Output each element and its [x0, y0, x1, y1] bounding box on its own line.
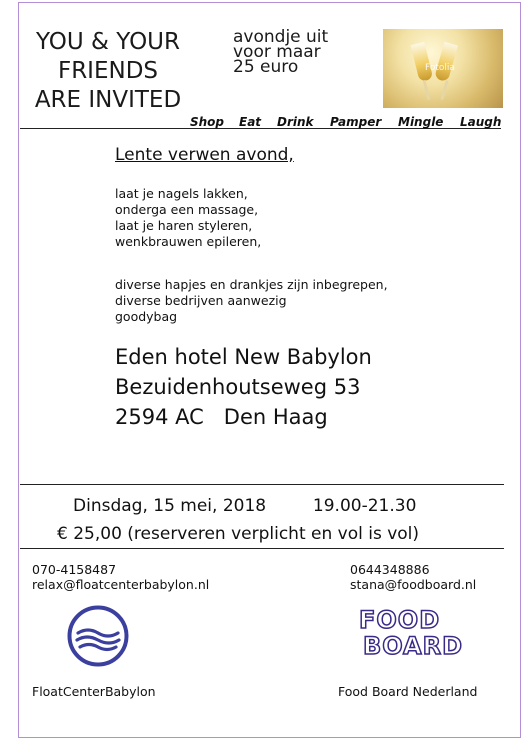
logo-text: FOOD [359, 606, 441, 634]
foodboard-logo [357, 608, 463, 658]
champagne-glass [411, 42, 434, 82]
extra-line: goodybag [115, 309, 178, 324]
activity-line: wenkbrauwen epileren, [115, 234, 262, 249]
image-watermark: Fotolia [425, 63, 455, 73]
venue-address [115, 342, 372, 432]
event-datetime [73, 496, 416, 516]
activity-line: onderga een massage, [115, 202, 259, 217]
phone-number: 0644348886 [350, 562, 430, 577]
glass-stem [423, 80, 431, 100]
title-line: FRIENDS [57, 58, 159, 84]
phone-number: 070-4158487 [32, 562, 117, 577]
email-address: stana@foodboard.nl [350, 577, 477, 592]
extra-line: diverse hapjes en drankjes zijn inbegrepen, [115, 277, 388, 292]
extra-line: diverse bedrijven aanwezig [115, 293, 287, 308]
event-price: € 25,00 (reserveren verplicht en vol is vol) [57, 524, 420, 544]
champagne-image [383, 29, 503, 108]
nav-item: Laugh [460, 115, 502, 129]
glass-stem [440, 80, 448, 100]
promo-line: voor maar [233, 42, 321, 62]
nav-item: Drink [277, 115, 314, 129]
address-line: 2594 AC Den Haag [115, 405, 328, 429]
title-line: YOU & YOUR [36, 29, 180, 55]
nav-item: Eat [239, 115, 262, 129]
event-date: Dinsdag, 15 mei, 2018 [73, 496, 267, 516]
promo-line: 25 euro [233, 57, 299, 77]
event-subtitle: Lente verwen avond, [115, 145, 294, 165]
company-name-left: FloatCenterBabylon [32, 684, 156, 699]
activity-line: laat je haren styleren, [115, 218, 253, 233]
promo-text [233, 27, 329, 77]
event-time: 19.00-21.30 [312, 496, 417, 516]
promo-line: avondje uit [233, 27, 329, 47]
contact-left [32, 562, 209, 592]
floatcenter-logo-icon [67, 605, 129, 667]
extras-list [115, 277, 388, 325]
title-line: ARE INVITED [34, 87, 182, 113]
address-line: Bezuidenhoutseweg 53 [115, 375, 361, 399]
company-name-right: Food Board Nederland [338, 684, 478, 699]
address-line: Eden hotel New Babylon [115, 345, 372, 369]
email-address: relax@floatcenterbabylon.nl [32, 577, 210, 592]
nav-item: Shop [190, 115, 225, 129]
logo-text: BOARD [363, 632, 464, 660]
activity-line: laat je nagels lakken, [115, 186, 248, 201]
contacts-divider [20, 548, 504, 549]
date-divider [20, 484, 504, 485]
invitation-title [24, 28, 192, 115]
nav-item: Pamper [330, 115, 382, 129]
activities-list [115, 186, 261, 250]
contact-right [350, 562, 476, 592]
champagne-glass [434, 42, 458, 82]
nav-item: Mingle [398, 115, 444, 129]
